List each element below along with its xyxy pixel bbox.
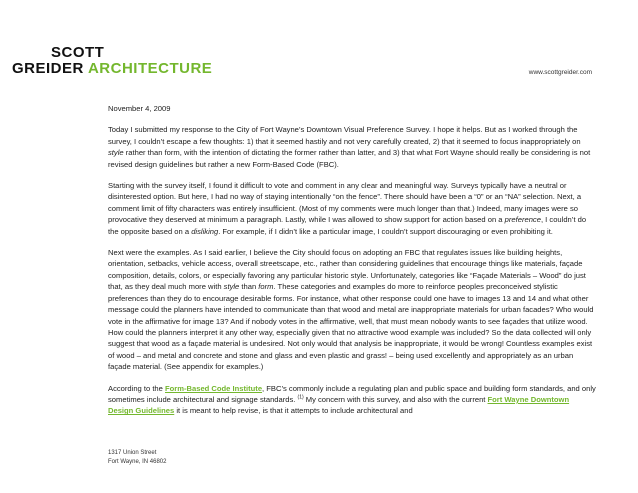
footer-street: 1317 Union Street [108, 450, 157, 456]
paragraph-3: Next were the examples. As I said earlier, I believe the City should focus on adopting an FBC that regulates issues like building heights, orientation, setbacks, vehicle access, overall streetscape, etc., rather than considering guidelines that encourage things like materials, façade composition, details, colors, or especially favoring any particular historic style. Unfortunately, categories like “Façade Materials – Wood” do just that, as they deal much more with style than form. These categories and examples do more to reinforce peoples preconceived stylistic preferences than they do to encourage desirable forms. For instance, what other response could one have to images 13 and 14 and what other message could the planners have intended to communicate than that wood and metal are inappropriate materials for urban facades? Who would vote in the affirmative for image 13? And if nobody votes in the affirmative, well, that must mean nobody wants to see façades that utilize wood. How could the planners interpret it any other way, especially given that no attractive wood example was included? So the data collected will only suggest that wood as a façade material is undesired. Not only would that analysis be inappropriate, it would be wrong! Countless examples exist of wood – and metal and concrete and stone and glass and even plastic and grass! – being used excellently and appropriately as an urban façade material. (See appendix for examples.) [108, 248, 594, 372]
logo-architecture: ARCHITECTURE [87, 60, 213, 77]
company-logo [12, 45, 212, 77]
logo-greider: GREIDER [12, 60, 84, 77]
footer-city: Fort Wayne, IN 46802 [108, 459, 167, 465]
form-based-code-institute-link[interactable]: Form-Based Code Institute [165, 383, 263, 393]
paragraph-1: Today I submitted my response to the City of Fort Wayne’s Downtown Visual Preference Survey. I hope it helps. But as I worked through the survey, I couldn’t escape a few thoughts: 1) that it seemed hastily and not very carefully created, 2) that it seemed to focus inappropriately on style rather than form, with the intention of dictating the former rather than latter, and 3) that what Fort Wayne should really be considering is not revised design guidelines but rather a new Form-Based Code (FBC). [108, 125, 591, 169]
paragraph-2: Starting with the survey itself, I found it difficult to vote and comment in any clear and meaningful way. Surveys typically have a neutral or disinterested option. But here, I had no way of staying intentionally “on the fence”. There should have been a “0” or an “NA” selection. Next, a comment limit of fifty characters was entirely insufficient. (Most of my comments were much longer than that.) Indeed, many images were so provocative they deserved at minimum a paragraph. Lastly, while I was allowed to show support for action based on a preference, I couldn’t do the opposite based on a disliking. For example, if I didn’t like a particular image, I couldn’t support discouraging or even prohibiting it. [108, 181, 587, 236]
footer-address [108, 449, 166, 467]
letter-date: November 4, 2009 [108, 104, 171, 113]
design-guidelines-link[interactable]: Fort Wayne Downtown Design Guidelines [108, 394, 570, 416]
website-url: www.scottgreider.com [528, 69, 592, 76]
logo-scott: SCOTT [51, 44, 105, 61]
footnote-ref-1: (1) [297, 394, 304, 401]
paragraph-4: According to the Form-Based Code Institute, FBC’s commonly include a regulating plan and public space and building form standards, and only sometimes include architectural and signage standards. $^{(1)}$ My concern with this survey, and also with the current Fort Wayne Downtown Design Guidelines it is meant to help revise, is that it attempts to include architectural and [108, 383, 596, 416]
logo-greider-architecture [12, 60, 212, 77]
letter-body [108, 103, 596, 427]
